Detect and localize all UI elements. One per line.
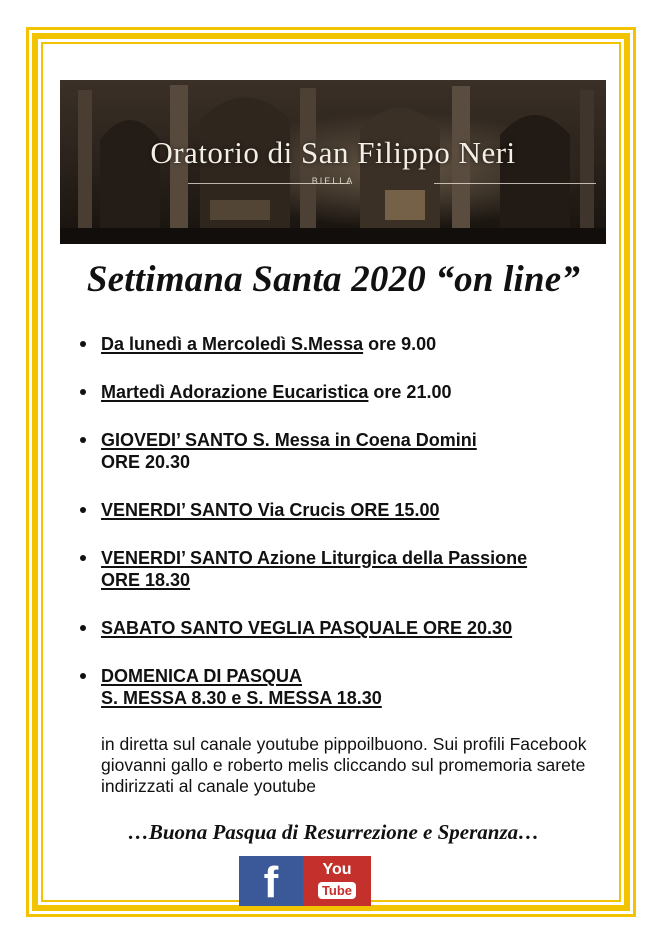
bullet-icon [80,555,86,561]
event-title: Martedì Adorazione Eucaristica [101,382,369,402]
social-links [239,856,371,906]
event-time: ORE 18.30 [101,570,191,590]
event-item [78,547,618,591]
event-time: S. MESSA 8.30 e S. MESSA 18.30 [101,688,382,708]
banner-subtitle: BIELLA [311,176,355,186]
banner-divider-right [434,183,596,184]
bullet-icon [80,625,86,631]
event-item [78,665,618,709]
event-item [78,333,618,355]
bullet-icon [80,507,86,513]
event-item [78,381,618,403]
streaming-note: in diretta sul canale youtube pippoilbuono. Sui profili Facebook giovanni gallo e roberto melis cliccando sul promemoria sarete indirizzati al canale youtube [101,734,587,796]
event-time: ORE 20.30 [101,452,191,472]
header-banner [60,80,606,244]
facebook-icon[interactable] [239,856,303,906]
page-title: Settimana Santa 2020 “on line” [86,259,581,300]
bullet-icon [80,389,86,395]
event-list [78,333,618,709]
event-title: GIOVEDI’ SANTO S. Messa in Coena Domini [101,430,477,450]
event-time: ore 9.00 [363,334,437,354]
bullet-icon [80,341,86,347]
event-title: VENERDI’ SANTO Via Crucis ORE 15.00 [101,500,440,520]
event-time: ore 21.00 [368,382,452,402]
event-title: VENERDI’ SANTO Azione Liturgica della Passione [101,548,528,568]
closing-greeting: …Buona Pasqua di Resurrezione e Speranza… [127,820,540,844]
event-item [78,617,618,639]
facebook-label: f [263,858,279,907]
bullet-icon [80,673,86,679]
bullet-icon [80,437,86,443]
banner-title: Oratorio di San Filippo Neri [150,135,516,170]
event-title: DOMENICA DI PASQUA [101,666,303,686]
youtube-label-tube: Tube [318,882,356,899]
event-title: SABATO SANTO VEGLIA PASQUALE ORE 20.30 [101,618,513,638]
event-title: Da lunedì a Mercoledì S.Messa [101,334,364,354]
event-item [78,499,618,521]
youtube-label-you: You [322,861,352,878]
youtube-icon[interactable] [303,856,371,906]
event-item [78,429,618,473]
